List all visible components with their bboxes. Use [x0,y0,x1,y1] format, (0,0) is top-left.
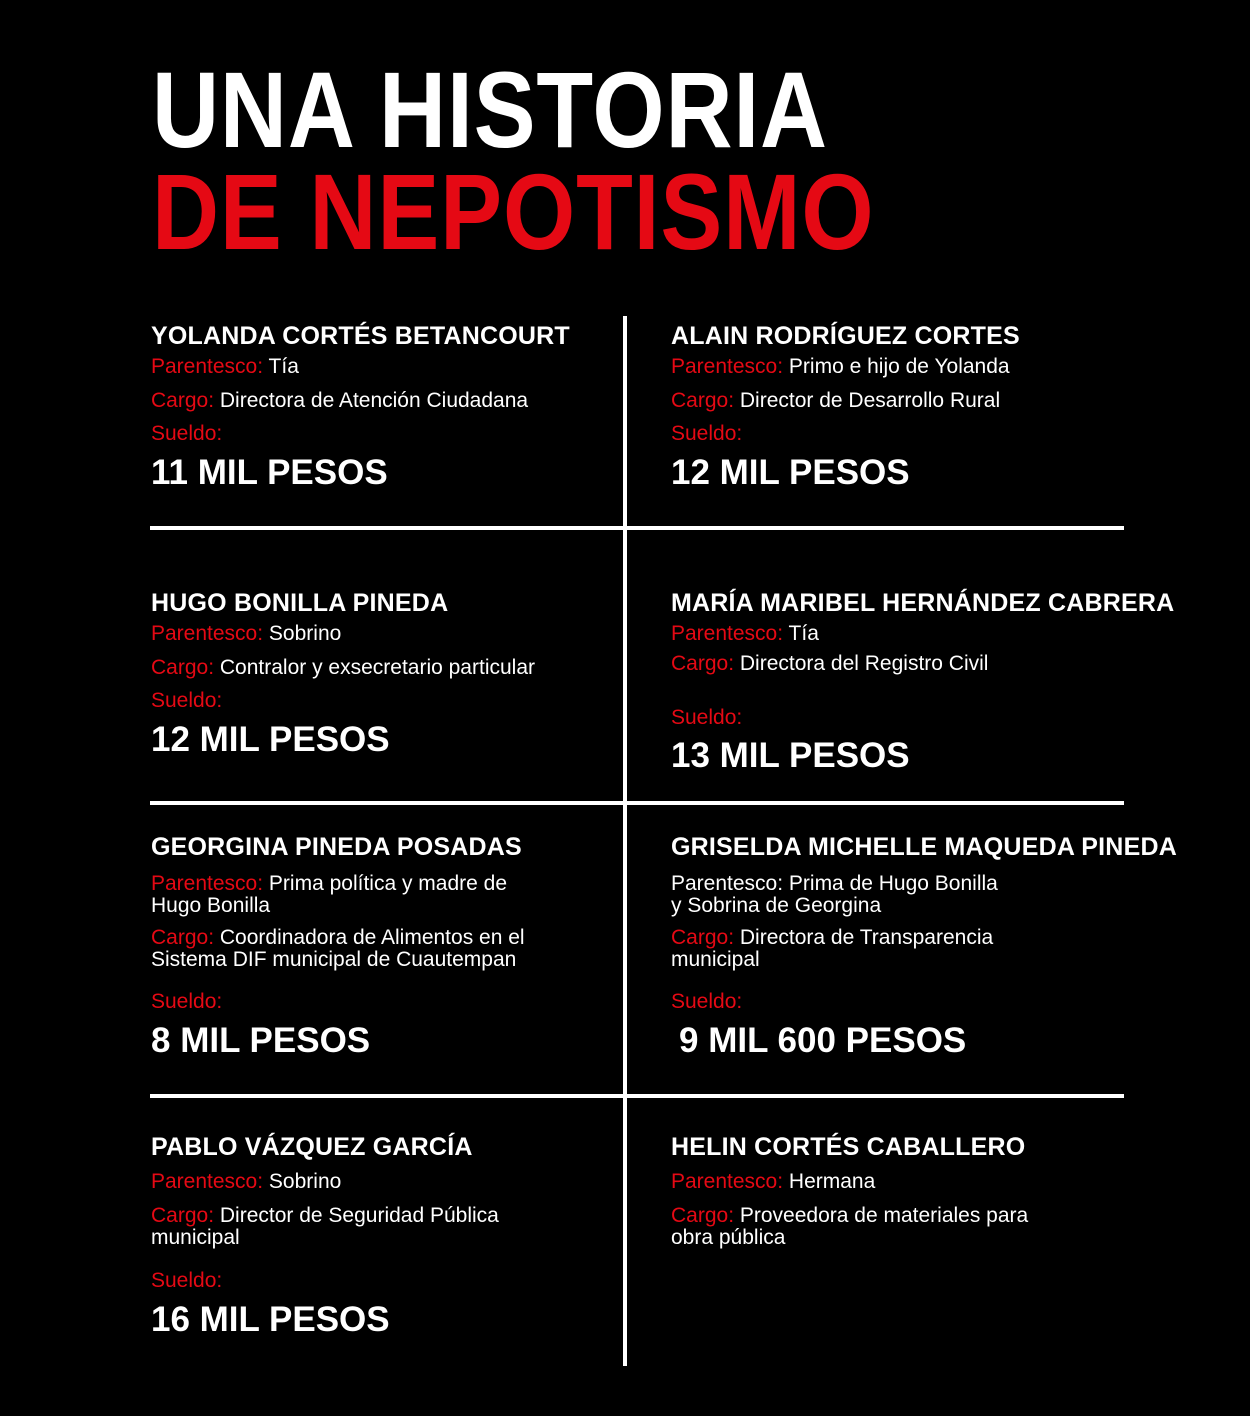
cargo-value-cont: municipal [671,948,760,971]
cargo-value: Director de Desarrollo Rural [739,389,1001,412]
parentesco-label: Parentesco: [151,872,264,895]
cargo-value-cont: obra pública [671,1226,786,1249]
cargo-row [671,390,1000,412]
cargo-label: Cargo: [671,926,735,949]
vertical-divider [623,316,627,1366]
cargo-row [671,927,993,949]
cargo-label: Cargo: [151,1204,215,1227]
parentesco-row [671,623,819,645]
cargo-row [151,1205,499,1227]
cargo-row [151,657,535,679]
parentesco-row [151,623,341,645]
cargo-label: Cargo: [151,926,215,949]
parentesco-label: Parentesco: [671,355,784,378]
sueldo-label: Sueldo: [151,422,223,445]
parentesco-value-cont: Hugo Bonilla [151,894,271,917]
cargo-value: Director de Seguridad Pública [219,1204,499,1227]
person-name: HELIN CORTÉS CABALLERO [671,1133,1026,1161]
parentesco-row [671,356,1010,378]
horizontal-divider-2 [150,801,1124,805]
title-line-1: UNA HISTORIA [152,49,829,170]
parentesco-full: Parentesco: Prima de Hugo Bonilla [671,872,998,895]
parentesco-value-cont: y Sobrina de Georgina [671,894,882,917]
parentesco-value: Hermana [788,1170,876,1193]
sueldo-label: Sueldo: [151,689,223,712]
parentesco-label: Parentesco: [151,355,264,378]
cargo-label: Cargo: [671,389,735,412]
cargo-row [151,390,528,412]
person-name: ALAIN RODRÍGUEZ CORTES [671,322,1020,350]
parentesco-row [151,873,507,895]
sueldo-value: 13 MIL PESOS [671,736,910,775]
cargo-label: Cargo: [671,652,735,675]
sueldo-value: 16 MIL PESOS [151,1300,390,1339]
person-name: HUGO BONILLA PINEDA [151,589,449,617]
parentesco-value: Prima política y madre de [268,872,508,895]
cargo-value: Contralor y exsecretario particular [219,656,535,679]
person-name: MARÍA MARIBEL HERNÁNDEZ CABRERA [671,589,1175,617]
cargo-value: Directora de Atención Ciudadana [219,389,529,412]
parentesco-row [151,356,299,378]
cargo-row [151,927,525,949]
person-name: GEORGINA PINEDA POSADAS [151,833,522,861]
cargo-value: Directora de Transparencia [739,926,994,949]
cargo-value: Directora del Registro Civil [739,652,989,675]
sueldo-value: 8 MIL PESOS [151,1021,371,1060]
sueldo-value: 12 MIL PESOS [671,453,910,492]
cargo-row [671,1205,1028,1227]
title-line-2: DE NEPOTISMO [152,151,875,272]
parentesco-value: Sobrino [268,622,342,645]
cargo-label: Cargo: [151,656,215,679]
person-name: YOLANDA CORTÉS BETANCOURT [151,322,570,350]
parentesco-row [671,1171,875,1193]
parentesco-value: Sobrino [268,1170,342,1193]
sueldo-label: Sueldo: [671,422,743,445]
sueldo-value: 12 MIL PESOS [151,720,390,759]
sueldo-label: Sueldo: [151,1269,223,1292]
parentesco-label: Parentesco: [151,1170,264,1193]
cargo-value-cont: Sistema DIF municipal de Cuautempan [151,948,517,971]
horizontal-divider-1 [150,526,1124,530]
sueldo-label: Sueldo: [671,706,743,729]
parentesco-label: Parentesco: [671,622,784,645]
parentesco-row [151,1171,341,1193]
parentesco-value: Tía [788,622,819,645]
parentesco-label: Parentesco: [151,622,264,645]
cargo-value: Proveedora de materiales para [739,1204,1029,1227]
sueldo-value: 11 MIL PESOS [151,453,388,492]
cargo-value: Coordinadora de Alimentos en el [219,926,525,949]
cargo-label: Cargo: [151,389,215,412]
parentesco-value: Primo e hijo de Yolanda [788,355,1010,378]
sueldo-label: Sueldo: [151,990,223,1013]
horizontal-divider-3 [150,1094,1124,1098]
sueldo-value: 9 MIL 600 PESOS [679,1021,967,1060]
parentesco-value: Tía [268,355,299,378]
parentesco-label: Parentesco: [671,1170,784,1193]
cargo-row [671,653,988,675]
sueldo-label: Sueldo: [671,990,743,1013]
cargo-label: Cargo: [671,1204,735,1227]
cargo-value-cont: municipal [151,1226,240,1249]
person-name: PABLO VÁZQUEZ GARCÍA [151,1133,473,1161]
person-name: GRISELDA MICHELLE MAQUEDA PINEDA [671,833,1177,861]
